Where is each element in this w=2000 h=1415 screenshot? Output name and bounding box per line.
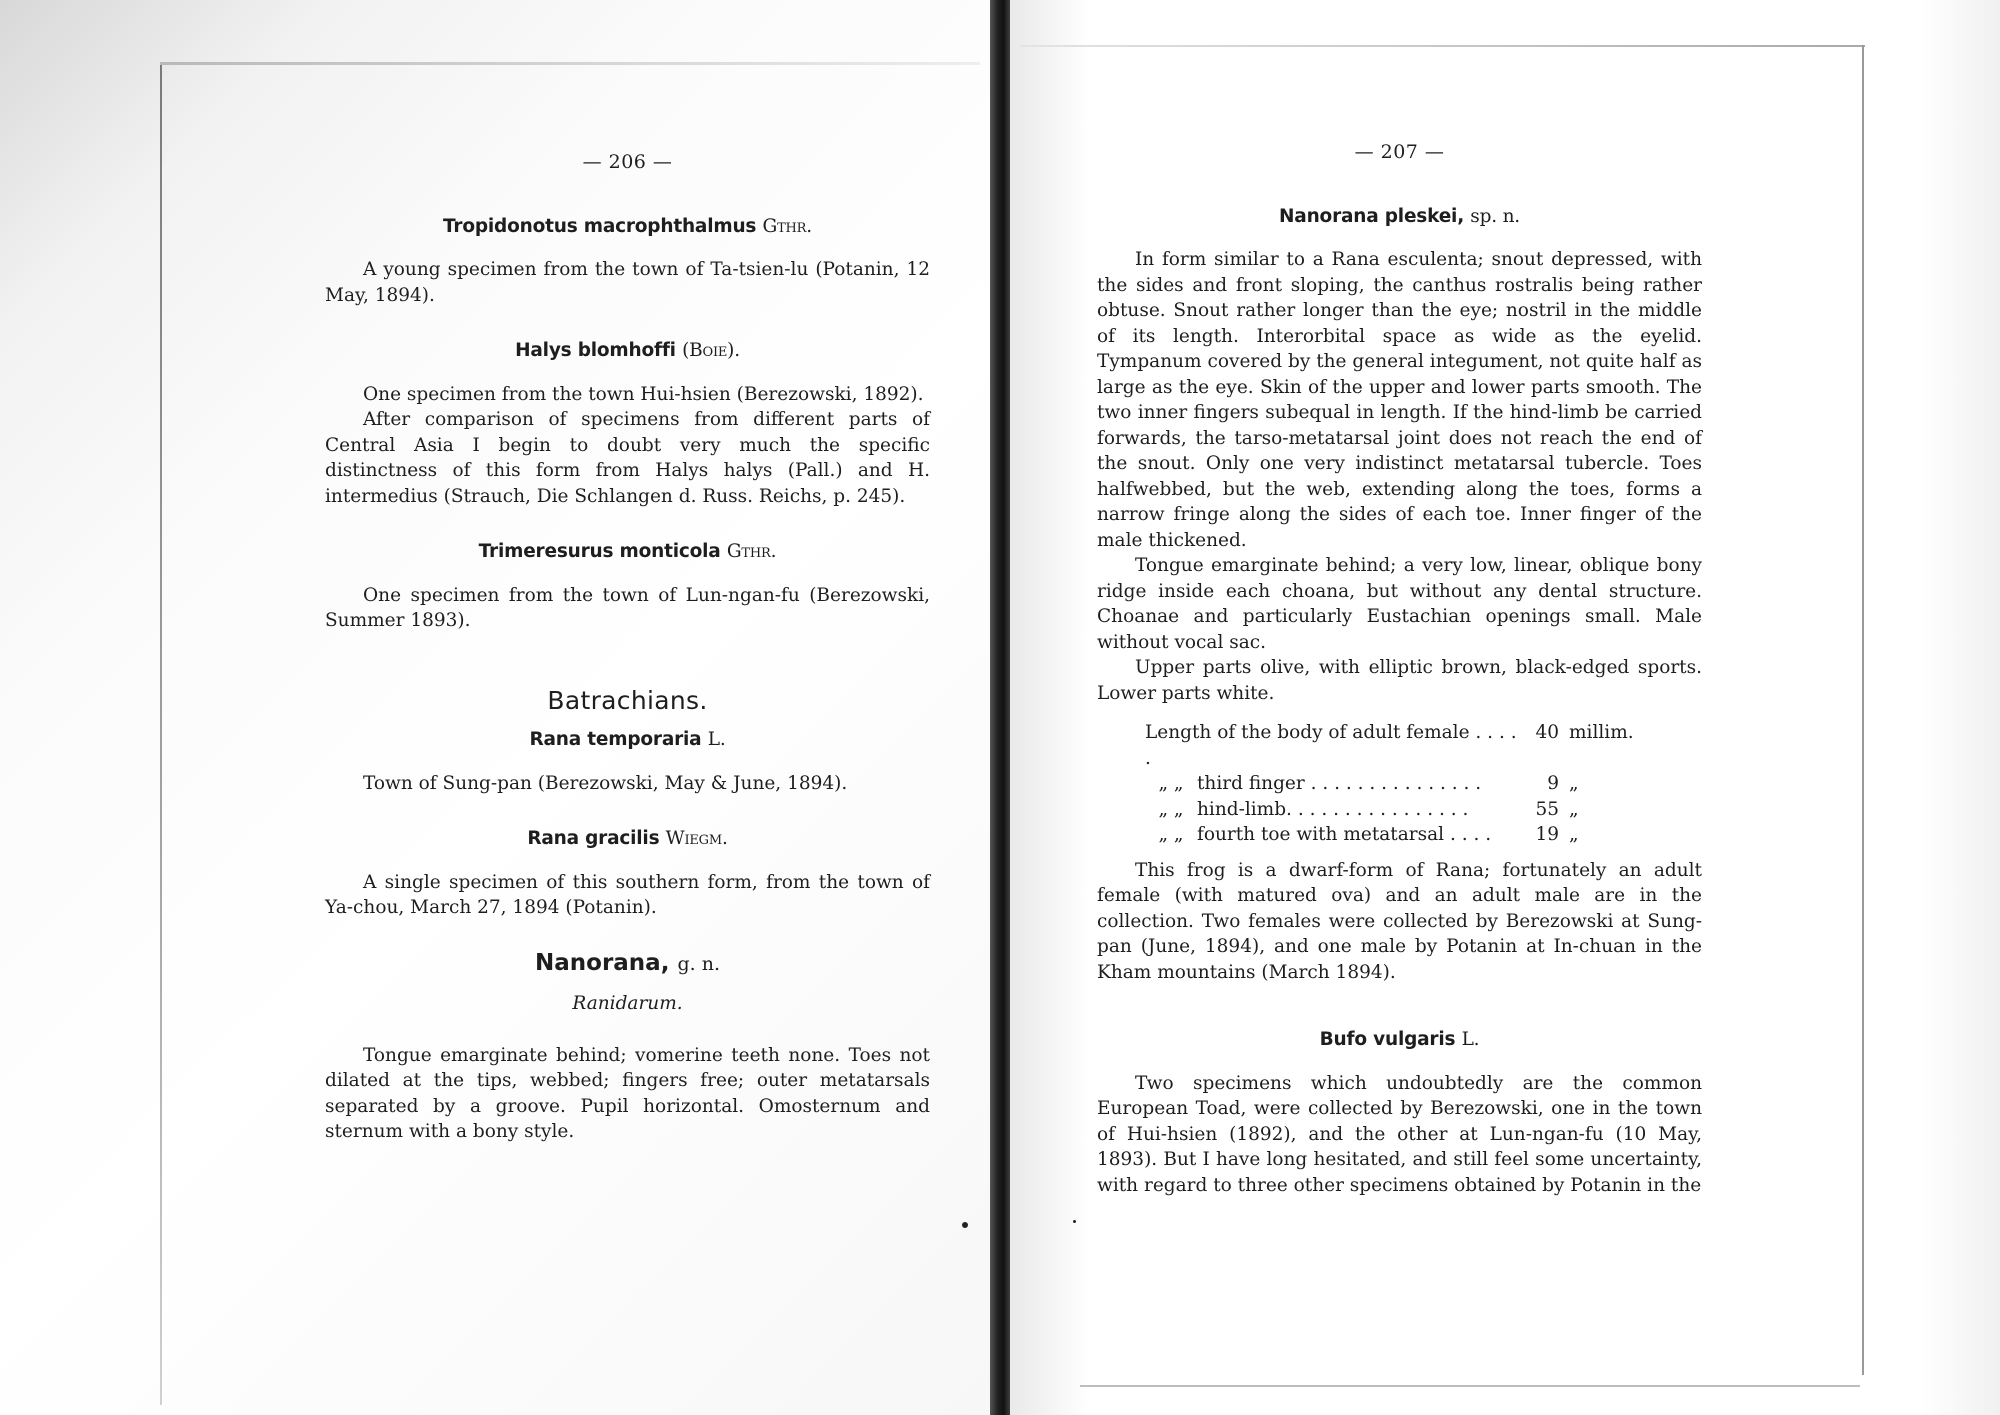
genus-text: Tongue emarginate behind; vomerine teeth none. Toes not dilated at the tips, webbed; fingers free; outer metatarsals separated by a groove. Pupil horizontal. Omosternum and sternum with a bony style. — [325, 1044, 930, 1142]
species-text: One specimen from the town Hui-hsien (Berezowski, 1892). — [363, 383, 924, 405]
page-number: — 206 — — [582, 151, 673, 173]
measurement-unit: „ — [1569, 773, 1579, 794]
measurement-unit: millim. — [1569, 722, 1634, 743]
species-text: Tongue emarginate behind; a very low, linear, oblique bony ridge inside each choana, but without any dental structure. Choanae and particularly Eustachian openings small. Male without vocal sac. — [1097, 555, 1702, 653]
genus-name: Nanorana, — [535, 949, 670, 976]
print-speck — [1073, 1220, 1076, 1223]
measurement-unit: „ — [1569, 798, 1579, 820]
species-heading — [325, 338, 930, 364]
species-heading — [325, 826, 930, 852]
measurement-label: third finger . . . . . . . . . . . . . . . — [1197, 773, 1482, 794]
species-text: In form similar to a Rana esculenta; snout depressed, with the sides and front sloping, the canthus rostralis being rather obtuse. Snout rather longer than the eye; nostril in the middle of its length. Interorbital space as wide as the eyelid. Tympanum covered by the general integument, not quite half as large as the eye. Skin of the upper and lower parts smooth. The two inner fingers subequal in length. If the hind-limb be carried forwards, the tarso-metatarsal joint does not reach the end of the snout. Only one very indistinct metatarsal tubercle. Toes halfwebbed, but the web, extending along the toes, forms a narrow fringe along the sides of each toe. Inner finger of the male thickened. — [1097, 249, 1702, 551]
page-number: — 207 — — [1354, 141, 1445, 163]
measurement-unit: „ — [1569, 824, 1579, 845]
measurement-value: 40 — [1535, 722, 1559, 743]
species-name: Tropidonotus macrophthalmus — [443, 215, 757, 237]
right-page — [1010, 0, 2000, 1415]
measurement-label: fourth toe with metatarsal . . . . — [1197, 824, 1492, 845]
species-authority: sp. n. — [1470, 205, 1520, 227]
page-top-edge — [160, 62, 980, 65]
species-name: Halys blomhoffi — [515, 340, 676, 361]
measurement-row — [1145, 720, 1659, 771]
genus-note: g. n. — [677, 952, 720, 975]
measurement-value: 55 — [1535, 798, 1559, 820]
family-name: Ranidarum. — [572, 993, 683, 1014]
genus-heading — [325, 951, 930, 978]
species-authority: (Boie). — [682, 340, 740, 361]
measurement-prefix: „ „ — [1158, 824, 1184, 845]
measurement-row — [1145, 822, 1659, 848]
species-authority: Gthr. — [762, 215, 812, 237]
species-name: Rana temporaria — [529, 729, 702, 750]
page-edge-line — [1862, 45, 1864, 1375]
species-text: One specimen from the town of Lun-ngan-fu (Berezowski, Summer 1893). — [325, 584, 930, 631]
measurement-prefix: „ „ — [1158, 773, 1184, 794]
species-authority: L. — [707, 729, 726, 750]
species-text: Upper parts olive, with elliptic brown, black-edged sports. Lower parts white. — [1097, 657, 1702, 704]
species-authority: Wiegm. — [665, 828, 728, 849]
page-bottom-edge — [1080, 1385, 1860, 1387]
left-page — [0, 0, 990, 1415]
species-authority: Gthr. — [726, 541, 777, 562]
measurement-value: 19 — [1535, 824, 1559, 845]
measurement-row — [1145, 797, 1659, 823]
measurement-row — [1145, 771, 1659, 797]
measurement-label: Length of the body of adult female . . . . . — [1145, 722, 1517, 769]
right-text-column — [1097, 140, 1702, 1198]
page-edge-line — [160, 65, 162, 1405]
species-text: After comparison of specimens from different parts of Central Asia I begin to doubt very much the specific distinctness of this form from Halys halys (Pall.) and H. intermedius (Strauch, Die Schlangen d. Russ. Reichs, p. 245). — [325, 409, 930, 507]
species-name: Rana gracilis — [527, 828, 660, 849]
species-name: Nanorana pleskei, — [1279, 205, 1465, 227]
measurement-value: 9 — [1547, 773, 1559, 794]
species-text: This frog is a dwarf-form of Rana; fortunately an adult female (with matured ova) and an adult male are in the collection. Two females were collected by Berezowski at Sung-pan (June, 1894), and one male by Potanin at In-chuan in the Kham mountains (March 1894). — [1097, 859, 1702, 983]
species-heading — [325, 727, 930, 753]
species-heading — [325, 539, 930, 565]
measurement-label: hind-limb. . . . . . . . . . . . . . . . — [1197, 798, 1469, 820]
species-text: Town of Sung-pan (Berezowski, May & June, 1894). — [363, 772, 848, 794]
measurement-prefix: „ „ — [1158, 798, 1184, 820]
species-authority: L. — [1461, 1029, 1480, 1050]
species-text: Two specimens which undoubtedly are the common European Toad, were collected by Berezowski, one in the town of Hui-hsien (1892), and the other at Lun-ngan-fu (10 May, 1893). But I have long hesitated, and still feel some uncertainty, with regard to three other specimens obtained by Potanin in the — [1097, 1072, 1702, 1196]
species-heading — [1097, 204, 1702, 230]
page-top-edge — [1020, 45, 1865, 47]
species-heading — [1097, 1027, 1702, 1053]
species-text: A young specimen from the town of Ta-tsien-lu (Potanin, 12 May, 1894). — [325, 259, 930, 306]
species-text: A single specimen of this southern form, from the town of Ya-chou, March 27, 1894 (Potanin). — [325, 871, 930, 918]
print-speck — [962, 1222, 968, 1228]
measurements-table — [1145, 720, 1659, 848]
species-name: Bufo vulgaris — [1319, 1029, 1456, 1050]
section-title: Batrachians. — [547, 685, 708, 715]
left-text-column — [325, 150, 930, 1145]
species-name: Trimeresurus monticola — [478, 541, 721, 562]
species-heading — [325, 214, 930, 240]
